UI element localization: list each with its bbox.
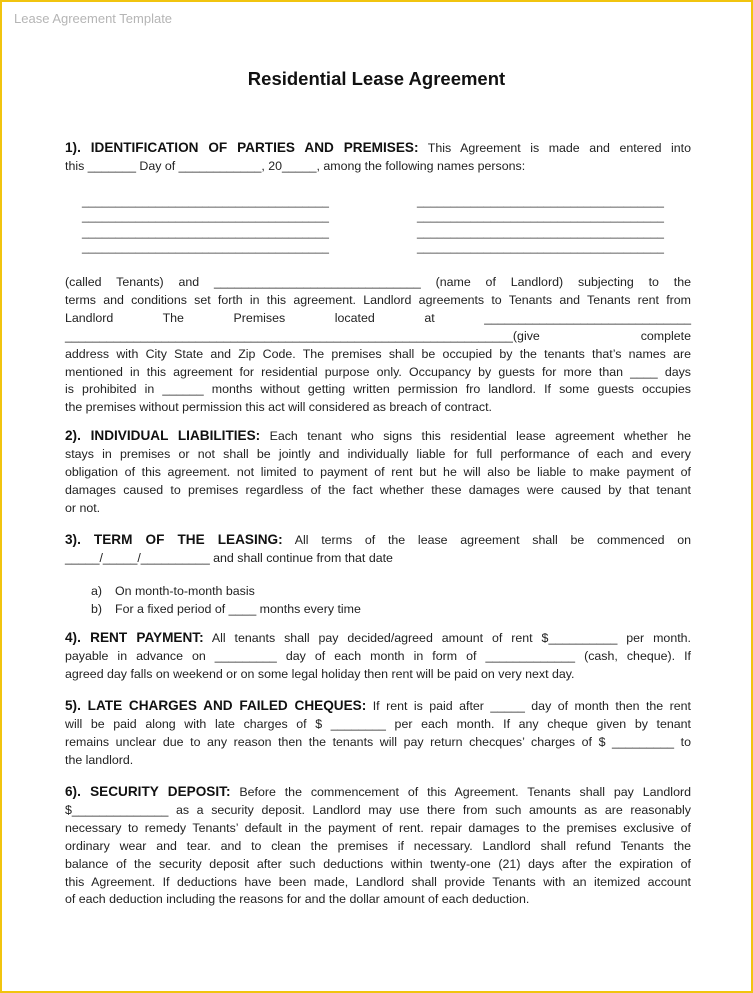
document-title: Residential Lease Agreement — [247, 68, 506, 89]
tenant-names-left: _____________________________________ _____________________________________ _____________________________________ _____________________________________ — [82, 194, 329, 254]
section-5: 5). LATE CHARGES AND FAILED CHEQUES: If rent is paid after _____ day of month then the rent will be paid along with late charges of $ ________ per each month. If any cheque given by tenant remains unclear due to any reason then the tenants will pay return checques’ charges of $ _________ to the landlord. — [65, 698, 691, 767]
section-3-heading: 3). TERM OF THE LEASING: — [65, 532, 283, 547]
list-item: b) For a fixed period of ____ months every time — [91, 602, 361, 617]
section-6: 6). SECURITY DEPOSIT: Before the commencement of this Agreement. Tenants shall pay Landlord $______________ as a security deposit. Landlord may use there from such amounts as are reasonably necessary to remedy Tenants’ default in the payment of rent. repair damages to the premises exclusive of ordinary wear and tear. and to clean the premises if necessary. Landlord shall refund Tenants the balance of the security deposit after such deductions within twenty-one (21) days after the expiration of this Agreement. If deductions have been made, Landlord shall provide Tenants with an itemized account of each deduction including the reasons for and the dollar amount of each deduction. — [65, 784, 691, 907]
section-1-heading: 1). IDENTIFICATION OF PARTIES AND PREMISES: — [65, 140, 419, 155]
section-6-heading: 6). SECURITY DEPOSIT: — [65, 784, 231, 799]
section-5-heading: 5). LATE CHARGES AND FAILED CHEQUES: — [65, 698, 367, 713]
tenant-names-right: _____________________________________ _____________________________________ _____________________________________ _____________________________________ — [417, 194, 664, 254]
document-page — [2, 2, 751, 991]
section-4-heading: 4). RENT PAYMENT: — [65, 630, 204, 645]
watermark-text: Lease Agreement Template — [14, 11, 173, 26]
section-1-intro: 1). IDENTIFICATION OF PARTIES AND PREMISES: This Agreement is made and entered into this _______ Day of ____________, 20_____, among the following names persons: — [65, 140, 691, 173]
section-2-heading: 2). INDIVIDUAL LIABILITIES: — [65, 428, 261, 443]
term-options-list — [91, 582, 361, 619]
list-item: a) On month-to-month basis — [91, 584, 255, 598]
section-3: 3). TERM OF THE LEASING: All terms of the lease agreement shall be commenced on _____/_____/__________ and shall continue from that date — [65, 532, 691, 565]
section-2: 2). INDIVIDUAL LIABILITIES: Each tenant who signs this residential lease agreement whether he stays in premises or not shall be jointly and individually liable for full performance of each and every obligation of this agreement. not limited to payment of rent but he will also be liable to make payment of damages caused to premises regardless of the fact whether these damages were caused by that tenant or not. — [65, 428, 691, 515]
section-4: 4). RENT PAYMENT: All tenants shall pay decided/agreed amount of rent $__________ per month. payable in advance on _________ day of each month in form of _____________ (cash, cheque). If agreed day falls on weekend or on some legal holiday then rent will be paid on very next day. — [65, 630, 691, 681]
section-1-body: (called Tenants) and ______________________________ (name of Landlord) subjecting to the terms and conditions set forth in this agreement. Landlord agreements to Tenants and Tenants rent from Landlord The Premises located at ______________________________ _________________________________________________________________(give complete address with City State and Zip Code. The premises shall be occupied by the tenants that’s names are mentioned in this agreement for residential purpose only. Occupancy by guests for more than ____ days is prohibited in ______ months without getting written permission fro landlord. If some guests occupies the premises without permission this act will considered as breach of contract. — [65, 275, 691, 415]
